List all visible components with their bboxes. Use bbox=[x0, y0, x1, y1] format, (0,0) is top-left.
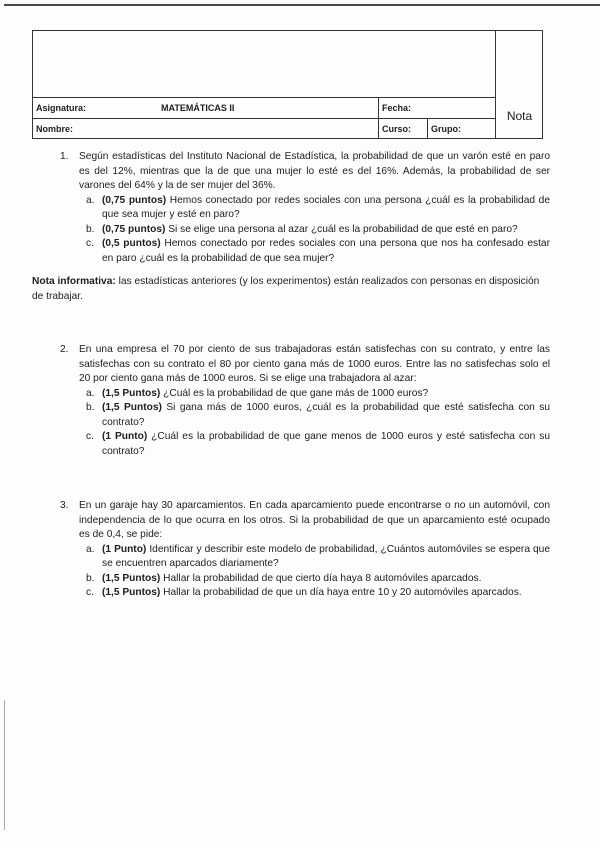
question-3 bbox=[60, 499, 550, 543]
question-number: 1. bbox=[60, 151, 69, 162]
item-text: ¿Cuál es la probabilidad de que gane más de 1000 euros? bbox=[160, 387, 429, 399]
exam-questions bbox=[32, 150, 551, 601]
question-2a bbox=[78, 387, 550, 402]
item-points: (1 Punto) bbox=[102, 431, 148, 442]
item-points: (1,5 Puntos) bbox=[102, 587, 161, 598]
informative-note bbox=[32, 275, 550, 304]
item-points: (1,5 Puntos) bbox=[102, 402, 162, 413]
item-letter: b. bbox=[86, 223, 95, 235]
item-letter: a. bbox=[86, 194, 95, 206]
item-text: Hallar la probabilidad de que cierto día haya 8 automóviles aparcados. bbox=[160, 572, 482, 584]
exam-header-table bbox=[32, 30, 543, 139]
question-2 bbox=[60, 343, 550, 387]
left-edge-line bbox=[4, 700, 5, 830]
question-3b bbox=[78, 572, 550, 587]
item-letter: c. bbox=[86, 431, 94, 442]
item-text: Si se elige una persona al azar ¿cuál es la probabilidad de que esté en paro? bbox=[165, 223, 518, 235]
item-letter: c. bbox=[86, 238, 94, 249]
question-text: En un garaje hay 30 aparcamientos. En cada aparcamiento puede encontrarse o no un automóvil, con independencia de lo que ocurra en los otros. Si la probabilidad de que un aparcamiento esté ocupado es de 0,4, se pide: bbox=[79, 500, 550, 540]
item-text: Hemos conectado por redes sociales con una persona ¿cuál es la probabilidad de que sea mujer y esté en paro? bbox=[102, 194, 550, 220]
question-3a bbox=[78, 543, 550, 572]
question-1c bbox=[78, 237, 550, 266]
item-points: (1 Punto) bbox=[102, 543, 147, 555]
nota-box bbox=[495, 31, 543, 138]
item-letter: b. bbox=[86, 572, 95, 584]
question-number: 3. bbox=[60, 500, 69, 511]
question-number: 2. bbox=[60, 344, 69, 355]
item-points: (1,5 Puntos) bbox=[102, 387, 161, 399]
question-2b bbox=[78, 401, 550, 430]
item-text: Identificar y describir este modelo de probabilidad, ¿Cuántos automóviles se espera que se encuentren aparcados diariamente? bbox=[102, 543, 551, 569]
header-row-asignatura bbox=[33, 97, 495, 118]
item-points: (0,75 puntos) bbox=[102, 223, 166, 235]
question-2c bbox=[78, 430, 550, 459]
header-blank-area bbox=[33, 31, 495, 97]
question-text: En una empresa el 70 por ciento de sus trabajadoras están satisfechas con su contrato, y entre las satisfechas con su contrato el 80 por ciento gana más de 1000 euros. Entre las no satisfechas solo el 20 por ciento gana más de 1000 euros. Si se elige una trabajadora al azar: bbox=[79, 344, 550, 384]
item-letter: c. bbox=[86, 587, 94, 598]
item-points: (0,5 puntos) bbox=[102, 238, 161, 249]
question-3c bbox=[78, 586, 550, 601]
question-1 bbox=[60, 150, 550, 194]
header-row-nombre bbox=[33, 118, 495, 139]
item-points: (0,75 puntos) bbox=[102, 194, 167, 206]
question-text: Según estadísticas del Instituto Nacional de Estadística, la probabilidad de que un varón esté en paro es del 12%, mientras que la de que una mujer lo esté es del 16%. Además, la probabilidad de ser varones del 64% y la de ser mujer del 36%. bbox=[79, 151, 550, 191]
nombre-label: Nombre: bbox=[36, 124, 74, 134]
fecha-label: Fecha: bbox=[378, 98, 495, 118]
question-1a bbox=[78, 194, 550, 223]
item-letter: b. bbox=[86, 402, 95, 413]
item-points: (1,5 Puntos) bbox=[102, 572, 161, 584]
asignatura-label: Asignatura: bbox=[36, 103, 87, 113]
item-letter: a. bbox=[86, 387, 95, 399]
top-border-line bbox=[4, 4, 600, 6]
note-label: Nota informativa: bbox=[32, 276, 116, 287]
curso-label: Curso: bbox=[378, 119, 427, 139]
item-text: ¿Cuál es la probabilidad de que gane menos de 1000 euros y esté satisfecha con su contrato? bbox=[102, 431, 550, 457]
item-text: Hemos conectado por redes sociales con una persona que nos ha confesado estar en paro ¿cuál es la probabilidad de que sea mujer? bbox=[102, 238, 550, 264]
item-text: Si gana más de 1000 euros, ¿cuál es la probabilidad que esté satisfecha con su contrato? bbox=[102, 402, 550, 428]
nota-label: Nota bbox=[506, 109, 533, 123]
asignatura-value: MATEMÁTICAS II bbox=[161, 103, 235, 113]
grupo-label: Grupo: bbox=[427, 119, 495, 139]
item-text: Hallar la probabilidad de que un día haya entre 10 y 20 automóviles aparcados. bbox=[160, 587, 522, 598]
item-letter: a. bbox=[86, 543, 95, 555]
question-1b bbox=[78, 223, 550, 238]
note-text: las estadísticas anteriores (y los experimentos) están realizados con personas en disposición de trabajar. bbox=[32, 276, 540, 302]
